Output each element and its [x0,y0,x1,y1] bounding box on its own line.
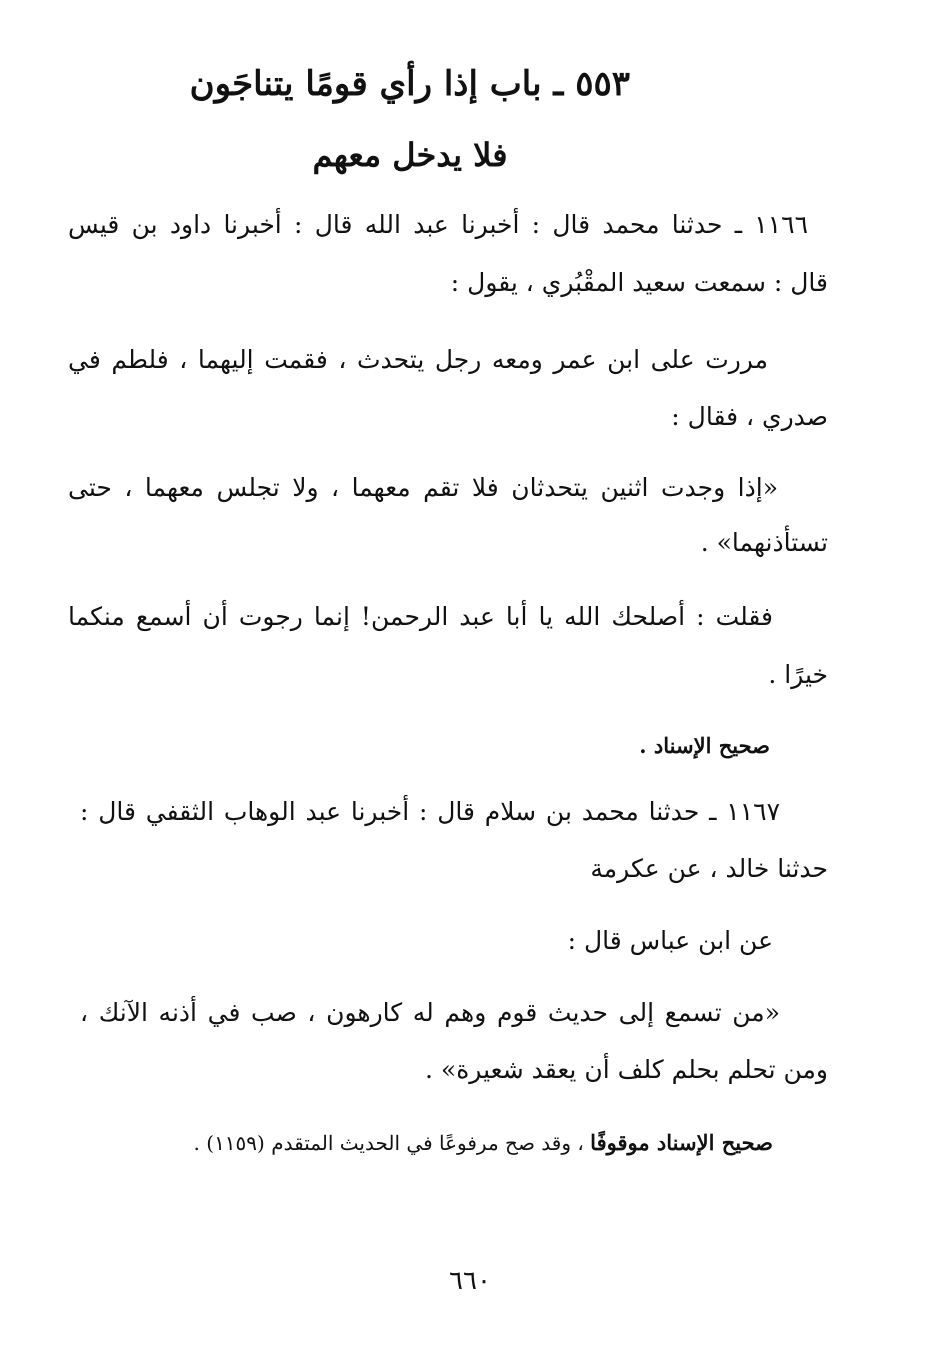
chapter-title-line-2: فلا يدخل معهم [312,136,508,174]
hadith-1166-matn-line-2: تستأذنهما» . [700,528,828,557]
hadith-1166-narration-line-2: صدري ، فقال : [671,402,828,431]
chapter-title-line-1: ٥٥٣ ـ باب إذا رأي قومًا يتناجَون [189,64,630,104]
hadith-1166-isnad-line-1: ١١٦٦ ـ حدثنا محمد قال : أخبرنا عبد الله قال : أخبرنا داود بن قيس [68,210,808,239]
hadith-1167-isnad-line-1: ١١٦٧ ـ حدثنا محمد بن سلام قال : أخبرنا عبد الوهاب الثقفي قال : [80,797,780,826]
hadith-1166-narration-line-1: مررت على ابن عمر ومعه رجل يتحدث ، فقمت إليهما ، فلطم في [68,345,768,374]
hadith-1167-grade [194,1130,773,1155]
page-number: ٦٦٠ [449,1266,491,1296]
hadith-1166-matn-line-1: «إذا وجدت اثنين يتحدثان فلا تقم معهما ، ولا تجلس معهما ، حتى [68,473,778,502]
hadith-1167-isnad-line-3: عن ابن عباس قال : [567,926,773,955]
hadith-1166-isnad-line-2: قال : سمعت سعيد المقْبُري ، يقول : [450,268,828,297]
hadith-1167-matn-line-1: «من تسمع إلى حديث قوم وهم له كارهون ، صب في أذنه الآنك ، [80,998,780,1027]
hadith-1167-grade-bold: صحيح الإسناد موقوفًا [590,1130,773,1155]
hadith-1166-saying-line-1: فقلت : أصلحك الله يا أبا عبد الرحمن! إنما رجوت أن أسمع منكما [68,602,773,631]
hadith-1167-grade-note: ، وقد صح مرفوعًا في الحديث المتقدم (١١٥٩) . [193,1131,591,1155]
hadith-1166-grade: صحيح الإسناد . [639,733,770,758]
hadith-1166-saying-line-2: خيرًا . [768,660,828,689]
hadith-1167-matn-line-2: ومن تحلم بحلم كلف أن يعقد شعيرة» . [425,1055,828,1084]
hadith-1167-isnad-line-2: حدثنا خالد ، عن عكرمة [590,854,828,883]
